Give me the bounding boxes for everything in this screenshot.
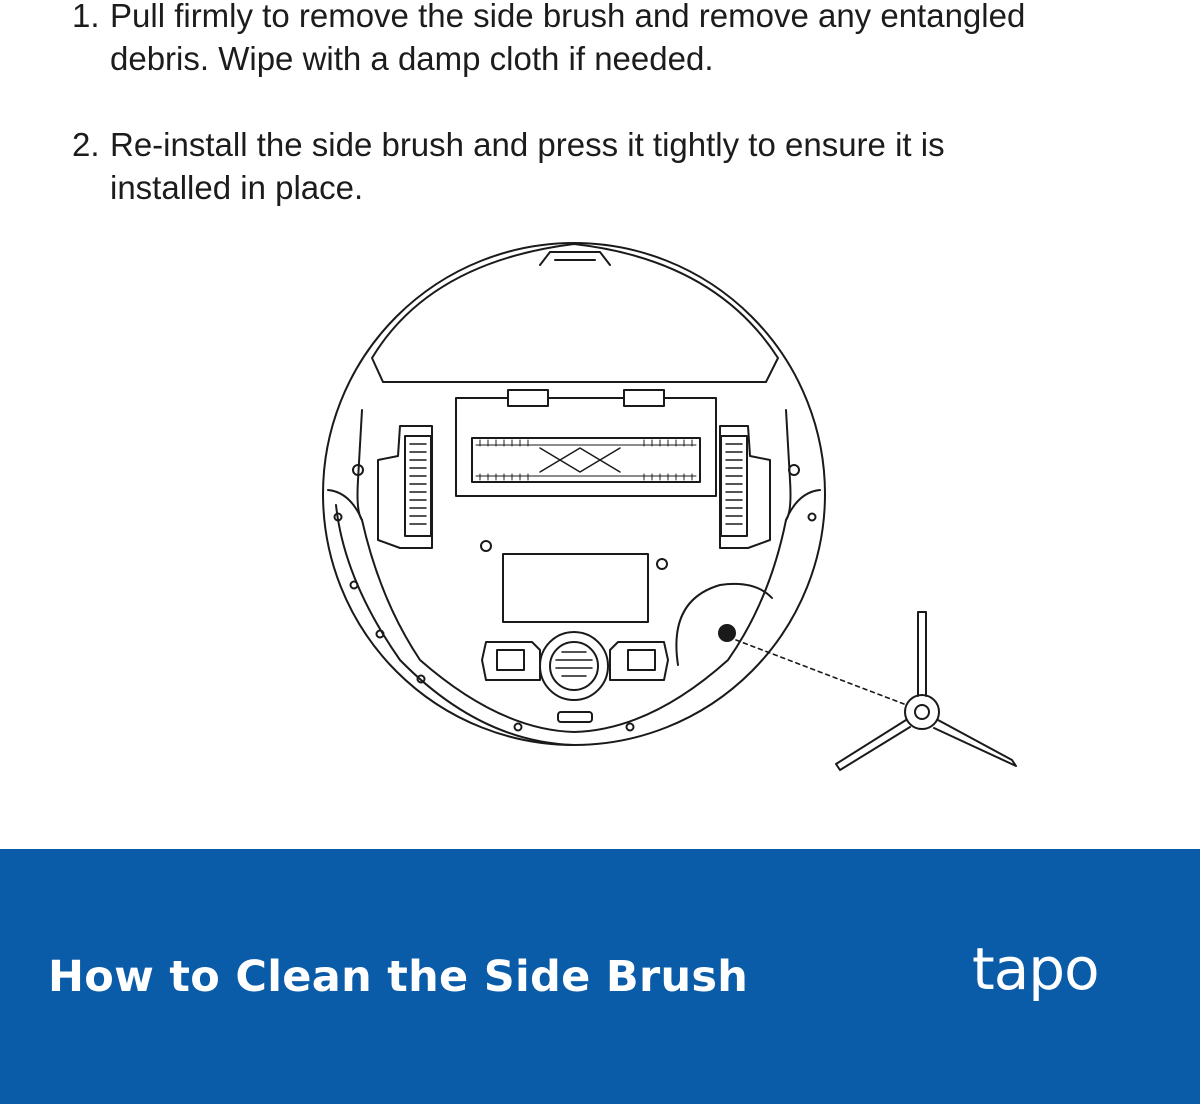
left-wheel — [405, 436, 431, 536]
screw-hole — [351, 582, 358, 589]
lid-handle — [540, 252, 610, 265]
screw-hole — [809, 514, 816, 521]
outer-rim-left — [336, 505, 574, 745]
step-text-line1: Re-install the side brush and press it tightly to ensure it is — [110, 126, 945, 163]
side-brush-arm-top — [918, 612, 926, 696]
side-brush-hub — [905, 695, 939, 729]
caster-wheel-detail — [556, 652, 592, 676]
charging-contact-right — [628, 650, 655, 670]
side-brush-spindle — [718, 624, 736, 642]
step-number: 2. — [72, 126, 100, 163]
side-brush-arm-left — [836, 720, 910, 770]
screw-hole — [481, 541, 491, 551]
main-brush-teeth — [480, 440, 692, 480]
charging-contact-left — [497, 650, 524, 670]
step-1 — [72, 0, 1172, 80]
battery-cover — [503, 554, 648, 622]
dustbin-lid — [372, 244, 778, 382]
step-text-line2: debris. Wipe with a damp cloth if needed. — [110, 40, 714, 77]
bottom-sensor — [558, 712, 592, 722]
side-brush — [836, 612, 1016, 770]
tapo-logo — [972, 937, 1152, 1027]
right-wheel — [721, 436, 747, 536]
main-brush-chevron — [540, 448, 620, 472]
connector-dashed-line — [736, 640, 904, 704]
robot-body-outline — [323, 243, 825, 745]
step-text-line2: installed in place. — [110, 169, 364, 206]
side-brush-arm-right — [934, 720, 1016, 766]
brush-clip-right — [624, 390, 664, 406]
inner-rim-right — [786, 410, 791, 520]
robot-vacuum-diagram — [0, 220, 1200, 820]
brush-clip-left — [508, 390, 548, 406]
screw-hole — [657, 559, 667, 569]
step-text-line1: Pull firmly to remove the side brush and remove any entangled — [110, 0, 1026, 34]
caster-side-left — [482, 642, 540, 680]
step-number: 1. — [72, 0, 100, 34]
side-brush-hub-center — [915, 705, 929, 719]
caster-wheel — [550, 642, 598, 690]
page-title: How to Clean the Side Brush — [48, 952, 749, 1002]
screw-hole — [627, 724, 634, 731]
main-brush-bristles — [476, 445, 696, 476]
right-wheel-tread — [726, 444, 742, 524]
robot-vacuum-illustration — [0, 220, 1200, 820]
screw-hole — [515, 724, 522, 731]
footer-banner — [0, 849, 1200, 1104]
step-2 — [72, 123, 1172, 209]
caster-side-right — [610, 642, 668, 680]
left-wheel-tread — [410, 444, 426, 524]
screw-hole — [789, 465, 799, 475]
tapo-logo-wordmark: tapo — [972, 937, 1099, 1003]
